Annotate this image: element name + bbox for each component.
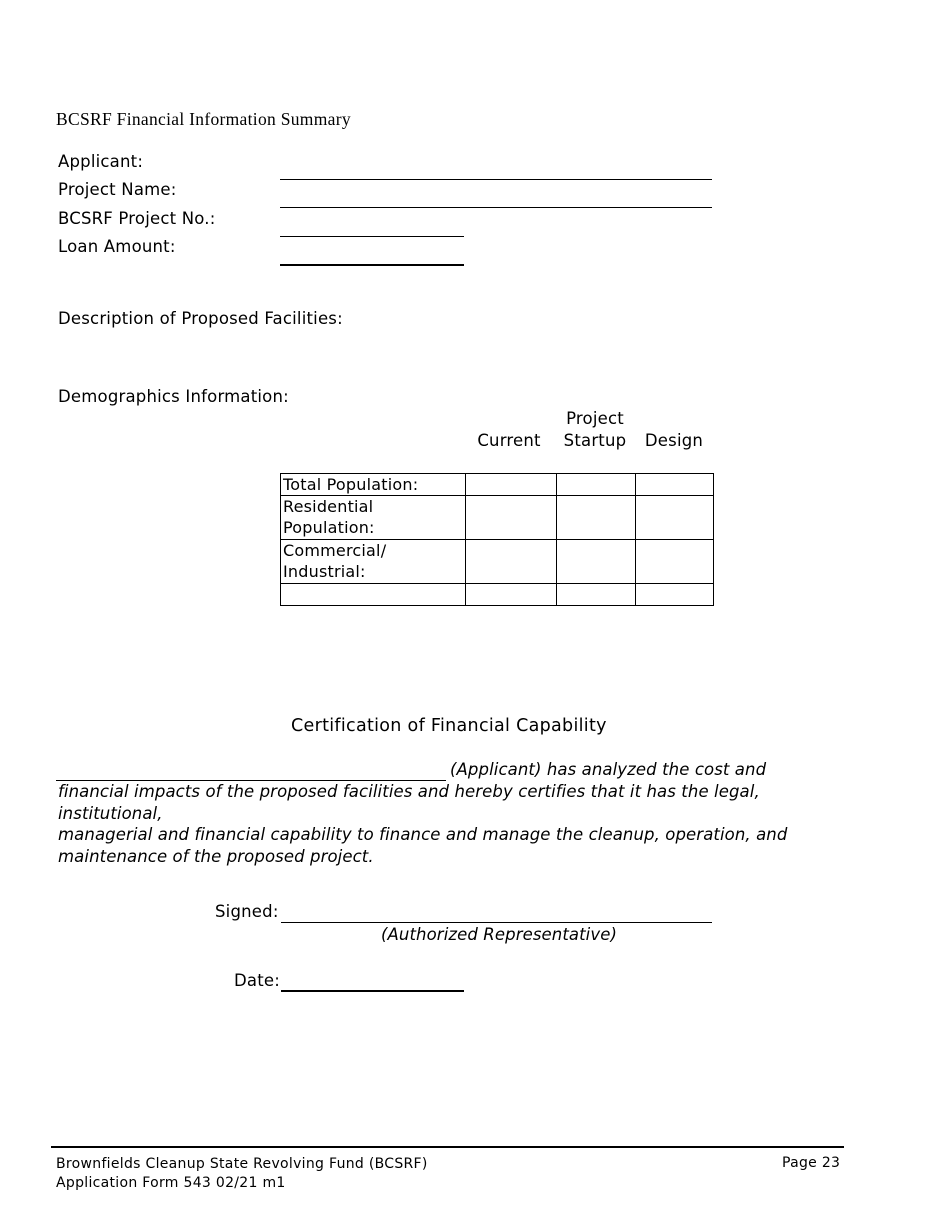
table-row	[281, 540, 714, 584]
column-project-startup-line1: Project	[566, 409, 624, 428]
page-number: Page 23	[782, 1155, 841, 1171]
cell-project-startup[interactable]	[557, 474, 636, 496]
table-row	[281, 584, 714, 606]
demographics-label: Demographics Information:	[58, 387, 289, 406]
column-current: Current	[477, 431, 541, 450]
column-project-startup-line2: Startup	[563, 431, 627, 450]
page-title: BCSRF Financial Information Summary	[56, 109, 351, 129]
cell-design[interactable]	[636, 584, 714, 606]
certification-line1: (Applicant) has analyzed the cost and	[450, 760, 767, 779]
signature-field[interactable]	[281, 922, 712, 923]
signed-label: Signed:	[215, 902, 279, 921]
description-label: Description of Proposed Facilities:	[58, 309, 343, 328]
cell-design[interactable]	[636, 496, 714, 540]
applicant-label: Applicant:	[58, 152, 144, 171]
row-label-line2: Industrial:	[283, 562, 366, 581]
cell-current[interactable]	[466, 540, 557, 584]
row-label	[281, 540, 466, 584]
project-no-label: BCSRF Project No.:	[58, 209, 216, 228]
project-no-field[interactable]	[280, 236, 464, 237]
authorized-representative-label: (Authorized Representative)	[381, 925, 618, 944]
footer-divider	[51, 1146, 844, 1148]
cell-current[interactable]	[466, 584, 557, 606]
row-label	[281, 496, 466, 540]
project-name-label: Project Name:	[58, 180, 177, 199]
project-name-field[interactable]	[280, 207, 712, 208]
cell-project-startup[interactable]	[557, 584, 636, 606]
demographics-table	[280, 473, 714, 606]
loan-amount-field[interactable]	[280, 264, 464, 266]
table-row	[281, 474, 714, 496]
row-label-line2: Population:	[283, 518, 375, 537]
certification-title: Certification of Financial Capability	[291, 716, 607, 736]
row-label-line1: Total Population:	[283, 475, 419, 494]
applicant-field[interactable]	[280, 179, 712, 180]
row-label-line1: Commercial/	[283, 541, 387, 560]
cell-current[interactable]	[466, 474, 557, 496]
certification-line5: maintenance of the proposed project.	[58, 847, 374, 866]
date-field[interactable]	[281, 990, 464, 992]
cell-project-startup[interactable]	[557, 540, 636, 584]
column-design: Design	[644, 431, 704, 450]
cell-design[interactable]	[636, 540, 714, 584]
row-label-line1: Residential	[283, 497, 374, 516]
cell-project-startup[interactable]	[557, 496, 636, 540]
row-label[interactable]	[281, 584, 466, 606]
footer-form-number: Application Form 543 02/21 m1	[56, 1175, 286, 1191]
cell-current[interactable]	[466, 496, 557, 540]
footer-title: Brownfields Cleanup State Revolving Fund (BCSRF)	[56, 1156, 428, 1172]
certification-line2: financial impacts of the proposed facilities and hereby certifies that it has the legal,	[58, 782, 760, 801]
loan-amount-label: Loan Amount:	[58, 237, 176, 256]
table-row	[281, 496, 714, 540]
certification-line4: managerial and financial capability to finance and manage the cleanup, operation, and	[58, 825, 788, 844]
cell-design[interactable]	[636, 474, 714, 496]
date-label: Date:	[234, 971, 280, 990]
certification-line3: institutional,	[58, 804, 163, 823]
row-label	[281, 474, 466, 496]
